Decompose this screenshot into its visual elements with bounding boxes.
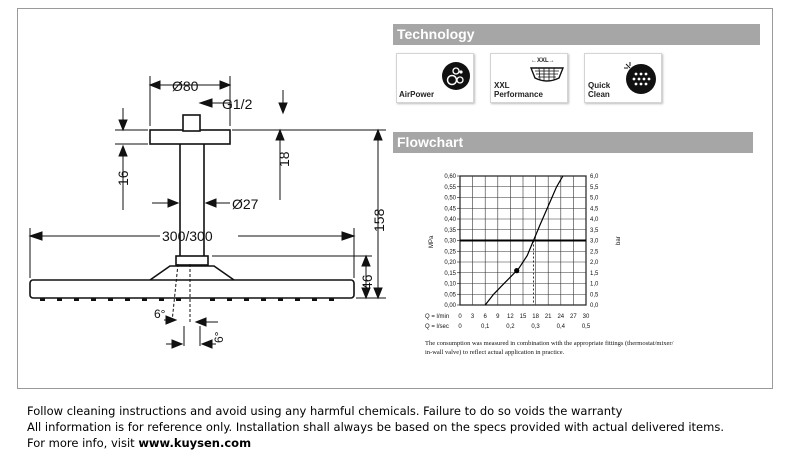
x-axis-lmin-label: Q = l/min: [425, 314, 450, 320]
footer-line-2: All information is for reference only. Installation shall always be based on the specs provided with actual delivered items.: [27, 420, 724, 434]
y-tick-bar: 5,0: [590, 195, 599, 202]
mounting-flange: [150, 130, 230, 144]
y-tick-bar: 2,0: [590, 260, 599, 266]
dim-diameter-label: Ø80: [172, 78, 199, 94]
y-tick-mpa: 0,10: [444, 281, 456, 288]
x-tick-lmin: 6: [483, 314, 487, 320]
xxl-spray-icon: [529, 66, 565, 86]
x-tick-lmin: 0: [458, 314, 462, 320]
flow-chart: [405, 163, 745, 363]
y-tick-mpa: 0,15: [444, 270, 456, 277]
footer-website-link[interactable]: www.kuysen.com: [138, 436, 252, 450]
x-tick-lmin: 21: [544, 314, 552, 320]
x-tick-lmin: 12: [507, 314, 514, 320]
chart-note-line-1: The consumption was measured in combination with the appropriate fittings (thermostat/mixer/: [425, 340, 674, 347]
x-tick-lmin: 18: [532, 314, 539, 320]
y-tick-bar: 1,5: [590, 270, 599, 277]
x-tick-lsec: 0,1: [481, 324, 490, 330]
y-tick-bar: 0,5: [590, 292, 599, 299]
chart-note-line-2: in-wall valve) to reflect actual application in practice.: [425, 349, 565, 356]
dim-head-height-label: 46: [359, 274, 375, 290]
y-tick-mpa: 0,25: [444, 249, 456, 256]
marked-point: [514, 268, 519, 273]
x-tick-lsec: 0,3: [531, 324, 540, 330]
head-connector: [176, 256, 208, 265]
x-tick-lsec: 0,5: [581, 324, 591, 330]
y-tick-mpa: 0,30: [444, 238, 456, 245]
y-axis-left-label: MPa: [429, 235, 435, 248]
y-tick-bar: 4,0: [590, 217, 599, 223]
dim-total-height-label: 158: [371, 208, 387, 232]
dim-thread-label: G1/2: [222, 96, 253, 112]
dim-pipe-label: Ø27: [232, 196, 259, 212]
technical-drawing: [18, 60, 410, 420]
x-tick-lmin: 30: [582, 314, 590, 320]
x-tick-lsec: 0,2: [506, 324, 515, 330]
feature-xxl-label-2: Performance: [494, 90, 543, 99]
feature-quickclean-label-2: Clean: [588, 90, 610, 99]
y-tick-bar: 3,0: [590, 238, 599, 245]
chart-note: [425, 339, 673, 357]
y-tick-mpa: 0,05: [444, 292, 456, 299]
feature-xxl-tag: ←XXL→: [531, 58, 555, 64]
y-tick-bar: 6,0: [590, 174, 599, 180]
shower-head: [30, 280, 354, 298]
x-tick-lmin: 9: [496, 314, 500, 320]
dim-arm-label: 18: [276, 151, 292, 167]
y-axis-right-label: bar: [616, 236, 622, 245]
x-tick-lmin: 24: [557, 314, 565, 320]
footer-line-3-prefix: For more info, visit: [27, 436, 139, 450]
feature-quick-clean: [584, 53, 662, 103]
feature-xxl-performance: [490, 53, 568, 103]
dim-angle-label-2: 6°: [212, 331, 226, 343]
footer-line-3: [27, 436, 251, 450]
dim-flange-label: 16: [115, 170, 131, 186]
footer-line-1: Follow cleaning instructions and avoid using any harmful chemicals. Failure to do so voids the warranty: [27, 404, 623, 418]
x-tick-lmin: 3: [470, 314, 475, 320]
x-tick-lsec: 0,4: [556, 324, 565, 330]
airpower-bubbles-icon: [441, 61, 471, 91]
flowchart-header: Flowchart: [393, 132, 753, 153]
y-tick-bar: 5,5: [590, 184, 599, 191]
y-tick-mpa: 0,40: [444, 217, 456, 223]
thread-nipple: [183, 115, 200, 131]
y-tick-mpa: 0,50: [444, 195, 456, 202]
y-tick-bar: 2,5: [590, 249, 599, 256]
y-tick-bar: 4,5: [590, 206, 599, 213]
x-axis-lsec-label: Q = l/sec: [425, 324, 449, 330]
y-tick-mpa: 0,20: [444, 260, 456, 266]
y-tick-mpa: 0,45: [444, 206, 456, 213]
x-tick-lsec: 0: [458, 324, 462, 330]
technology-header: Technology: [393, 24, 760, 45]
y-tick-mpa: 0,60: [444, 174, 456, 180]
feature-xxl-label-1: XXL: [494, 81, 510, 90]
quick-clean-nozzle-icon: [623, 61, 657, 95]
x-tick-lmin: 15: [519, 314, 527, 320]
y-tick-bar: 1,0: [590, 281, 599, 288]
feature-quickclean-label-1: Quick: [588, 81, 611, 90]
y-tick-bar: 3,5: [590, 227, 599, 234]
dim-angle-label-1: 6°: [154, 307, 166, 321]
y-tick-bar: 0,0: [590, 303, 599, 309]
y-tick-mpa: 0,00: [444, 303, 456, 309]
y-tick-mpa: 0,55: [444, 184, 456, 191]
dim-width-label: 300/300: [162, 228, 213, 244]
y-tick-mpa: 0,35: [444, 227, 456, 234]
feature-airpower-label: AirPower: [399, 90, 435, 99]
feature-airpower: [396, 53, 474, 103]
x-tick-lmin: 27: [570, 314, 577, 320]
